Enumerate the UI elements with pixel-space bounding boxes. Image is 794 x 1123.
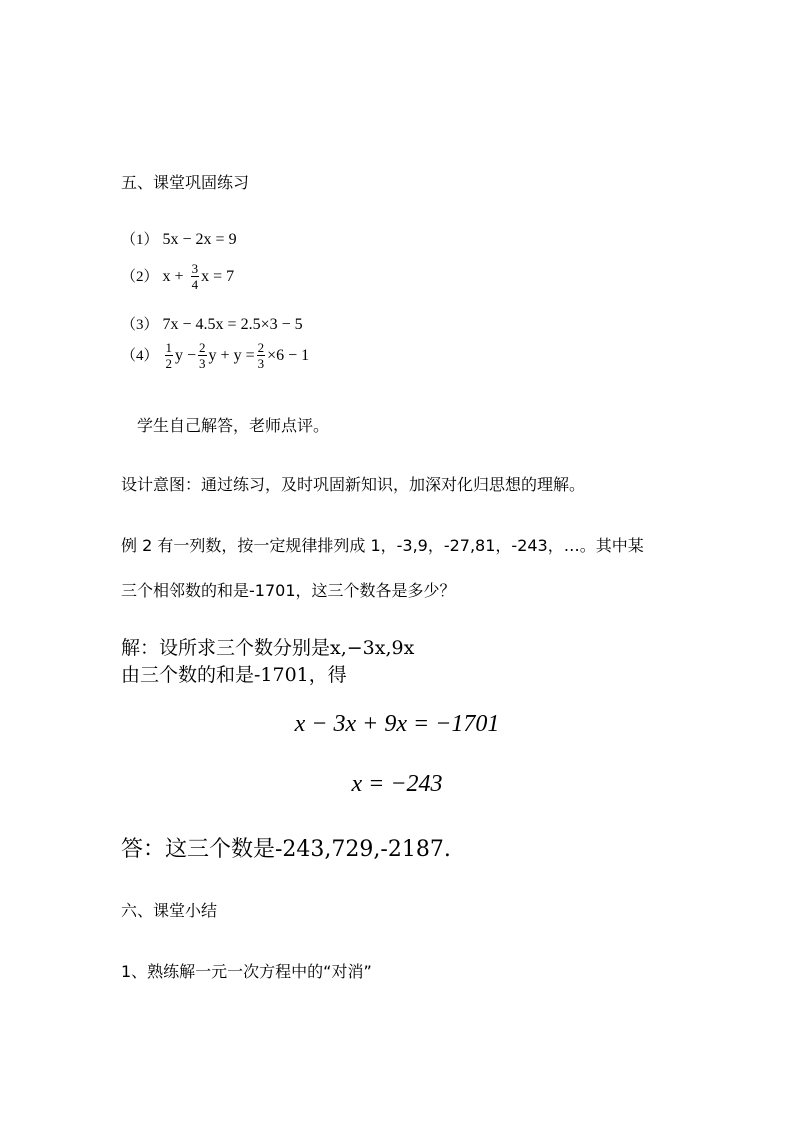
- example-2-line-2: 三个相邻数的和是-1701，这三个数各是多少？: [121, 581, 456, 600]
- exercise-number: （3）: [121, 317, 159, 333]
- exercise-number: （1）: [121, 232, 159, 248]
- equation-part: x = 7: [201, 268, 235, 285]
- equation-rhs: 9: [228, 231, 237, 248]
- solution-line-1: 解：设所求三个数分别是x,−3x,9x: [121, 637, 415, 659]
- answer: 答：这三个数是-243,729,-2187.: [121, 837, 451, 862]
- equation-sum: x − 3x + 9x = −1701: [294, 711, 500, 737]
- equation-part: y + y =: [208, 347, 255, 364]
- student-note: 学生自己解答，老师点评。: [137, 416, 330, 435]
- exercise-4: [121, 340, 309, 371]
- equation-part: x +: [162, 268, 184, 285]
- fraction: $\frac{2}{3}$: [257, 340, 265, 371]
- section-title-practice: 五、课堂巩固练习: [121, 173, 250, 192]
- design-intent: 设计意图：通过练习，及时巩固新知识，加深对化归思想的理解。: [121, 475, 586, 494]
- fraction: $\frac{1}{2}$: [165, 340, 173, 371]
- equation-part: ×6 − 1: [267, 347, 310, 364]
- fraction: $\frac{3}{4}$: [191, 261, 199, 292]
- exercise-2: [121, 261, 234, 292]
- equation-result: x = −243: [351, 771, 443, 797]
- example-2-line-1: 例 2 有一列数，按一定规律排列成 1，-3,9，-27,81，-243，…。其中某: [121, 536, 644, 555]
- exercise-1: （1） 5x − 2x = 9: [121, 231, 237, 248]
- solution-line-2: 由三个数的和是-1701，得: [121, 664, 347, 686]
- equation-lhs: 5x − 2x: [162, 231, 212, 248]
- equation-part: y −: [175, 347, 197, 364]
- section-title-summary: 六、课堂小结: [121, 901, 218, 920]
- summary-item-1: 1、熟练解一元一次方程中的“对消”: [121, 962, 372, 981]
- fraction: $\frac{2}{3}$: [199, 340, 206, 371]
- equation: 7x − 4.5x = 2.5×3 − 5: [162, 316, 303, 333]
- exercise-3: [121, 313, 303, 334]
- exercise-number: （4）: [121, 348, 159, 364]
- exercise-number: （2）: [121, 269, 159, 285]
